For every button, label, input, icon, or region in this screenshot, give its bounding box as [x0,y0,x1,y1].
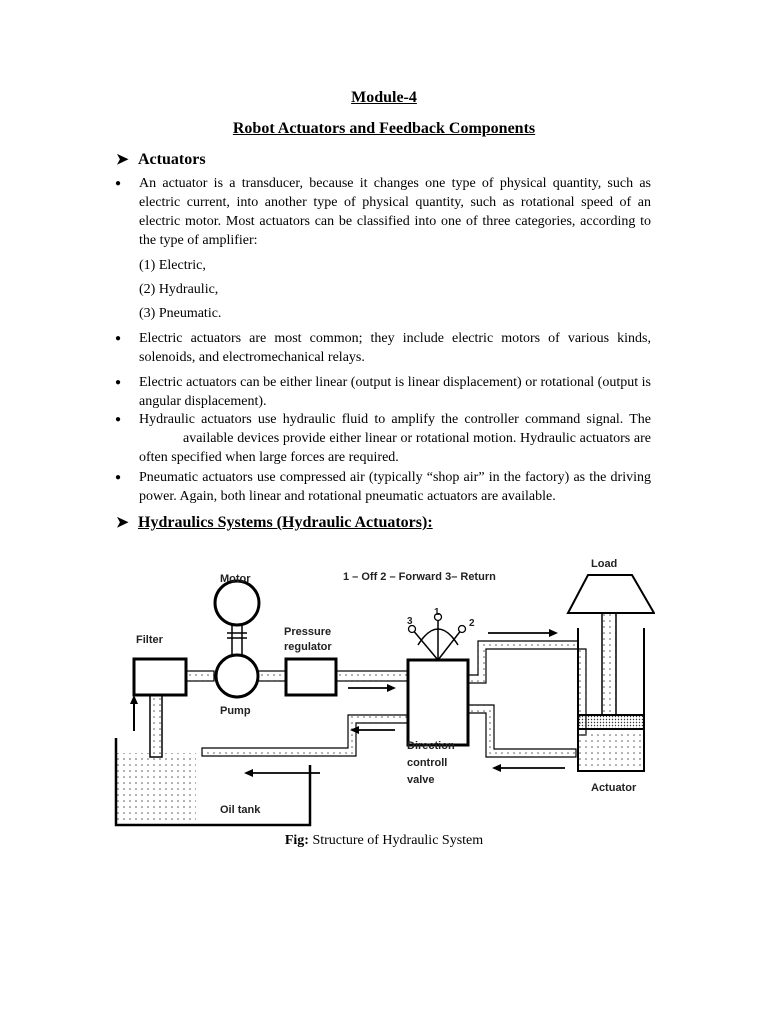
bullet-icon: ● [115,377,122,388]
bullet-electric-linear: Electric actuators can be either linear (output is linear displacement) or rotational (output is angular displacement). [139,375,651,409]
bullet-hydraulic-line1: Hydraulic actuators use hydraulic fluid to amplify the controller command signal. [139,412,624,427]
bullet-icon: ● [115,333,122,344]
hydraulics-heading [116,513,433,532]
actuator-cylinder [578,613,644,771]
actuators-heading-text: Actuators [138,151,206,168]
bullet-pneumatic: Pneumatic actuators use compressed air (typically “shop air” in the factory) as the driving power. Again, both linear and rotational pneumatic actuators are available. [139,470,651,504]
pump-label: Pump [220,705,251,717]
category-electric: (1) Electric, [139,258,206,273]
bullet-hydraulic [139,410,651,467]
bullet-icon: ● [115,472,122,483]
category-pneumatic: (3) Pneumatic. [139,306,222,321]
valve-label: valve [407,774,435,786]
pressure-regulator-box [286,659,336,695]
hydraulics-heading-text: Hydraulics Systems (Hydraulic Actuators): [138,514,433,531]
load-label: Load [591,558,618,570]
pump-circle [216,655,258,697]
position-legend: 1 – Off 2 – Forward 3– Return [343,571,496,583]
arrow-bullet-icon: ➤ [116,515,129,531]
filter-box [134,659,186,695]
oil-tank-label: Oil tank [220,804,261,816]
bullet-electric-common: Electric actuators are most common; they include electric motors of various kinds, solenoids, and electromechanical relays. [139,331,651,365]
module-title: Module-4 [351,89,417,106]
actuators-heading [116,150,206,169]
bullet-icon: ● [115,178,122,189]
actuator-label: Actuator [591,782,637,794]
motor-circle [215,581,259,625]
caption-label: Fig: [284,833,309,848]
caption-text: Structure of Hydraulic System [312,833,484,848]
regulator-label: regulator [284,641,332,653]
arrow-bullet-icon: ➤ [116,152,129,168]
pressure-label: Pressure [284,626,332,638]
load-weight [568,575,654,613]
page-title: Robot Actuators and Feedback Components [232,120,536,137]
position-3-label: 3 [407,616,413,627]
controll-label: controll [407,757,448,769]
motor-label: Motor [220,573,251,585]
category-hydraulic: (2) Hydraulic, [139,282,219,297]
hydraulic-system-diagram [110,553,655,828]
position-1-label: 1 [434,607,440,618]
bullet-hydraulic-the: The [629,412,651,427]
suction-pipe [150,695,162,757]
position-2-label: 2 [469,618,475,629]
filter-label: Filter [136,634,163,646]
bullet-icon: ● [115,414,122,425]
figure-caption [0,833,768,849]
bullet-hydraulic-rest: available devices provide either linear or rotational motion. Hydraulic actuators are often specified when large forces are required. [139,431,651,465]
direction-control-valve [408,660,468,745]
direction-label: Direction [407,740,455,752]
actuators-intro: An actuator is a transducer, because it changes one type of physical quantity, such as electric current, into another type of physical quantity, such as rotational speed of an electric motor. Most actuators can be classified into one of three categories, according to the type of amplifier: [139,176,651,248]
